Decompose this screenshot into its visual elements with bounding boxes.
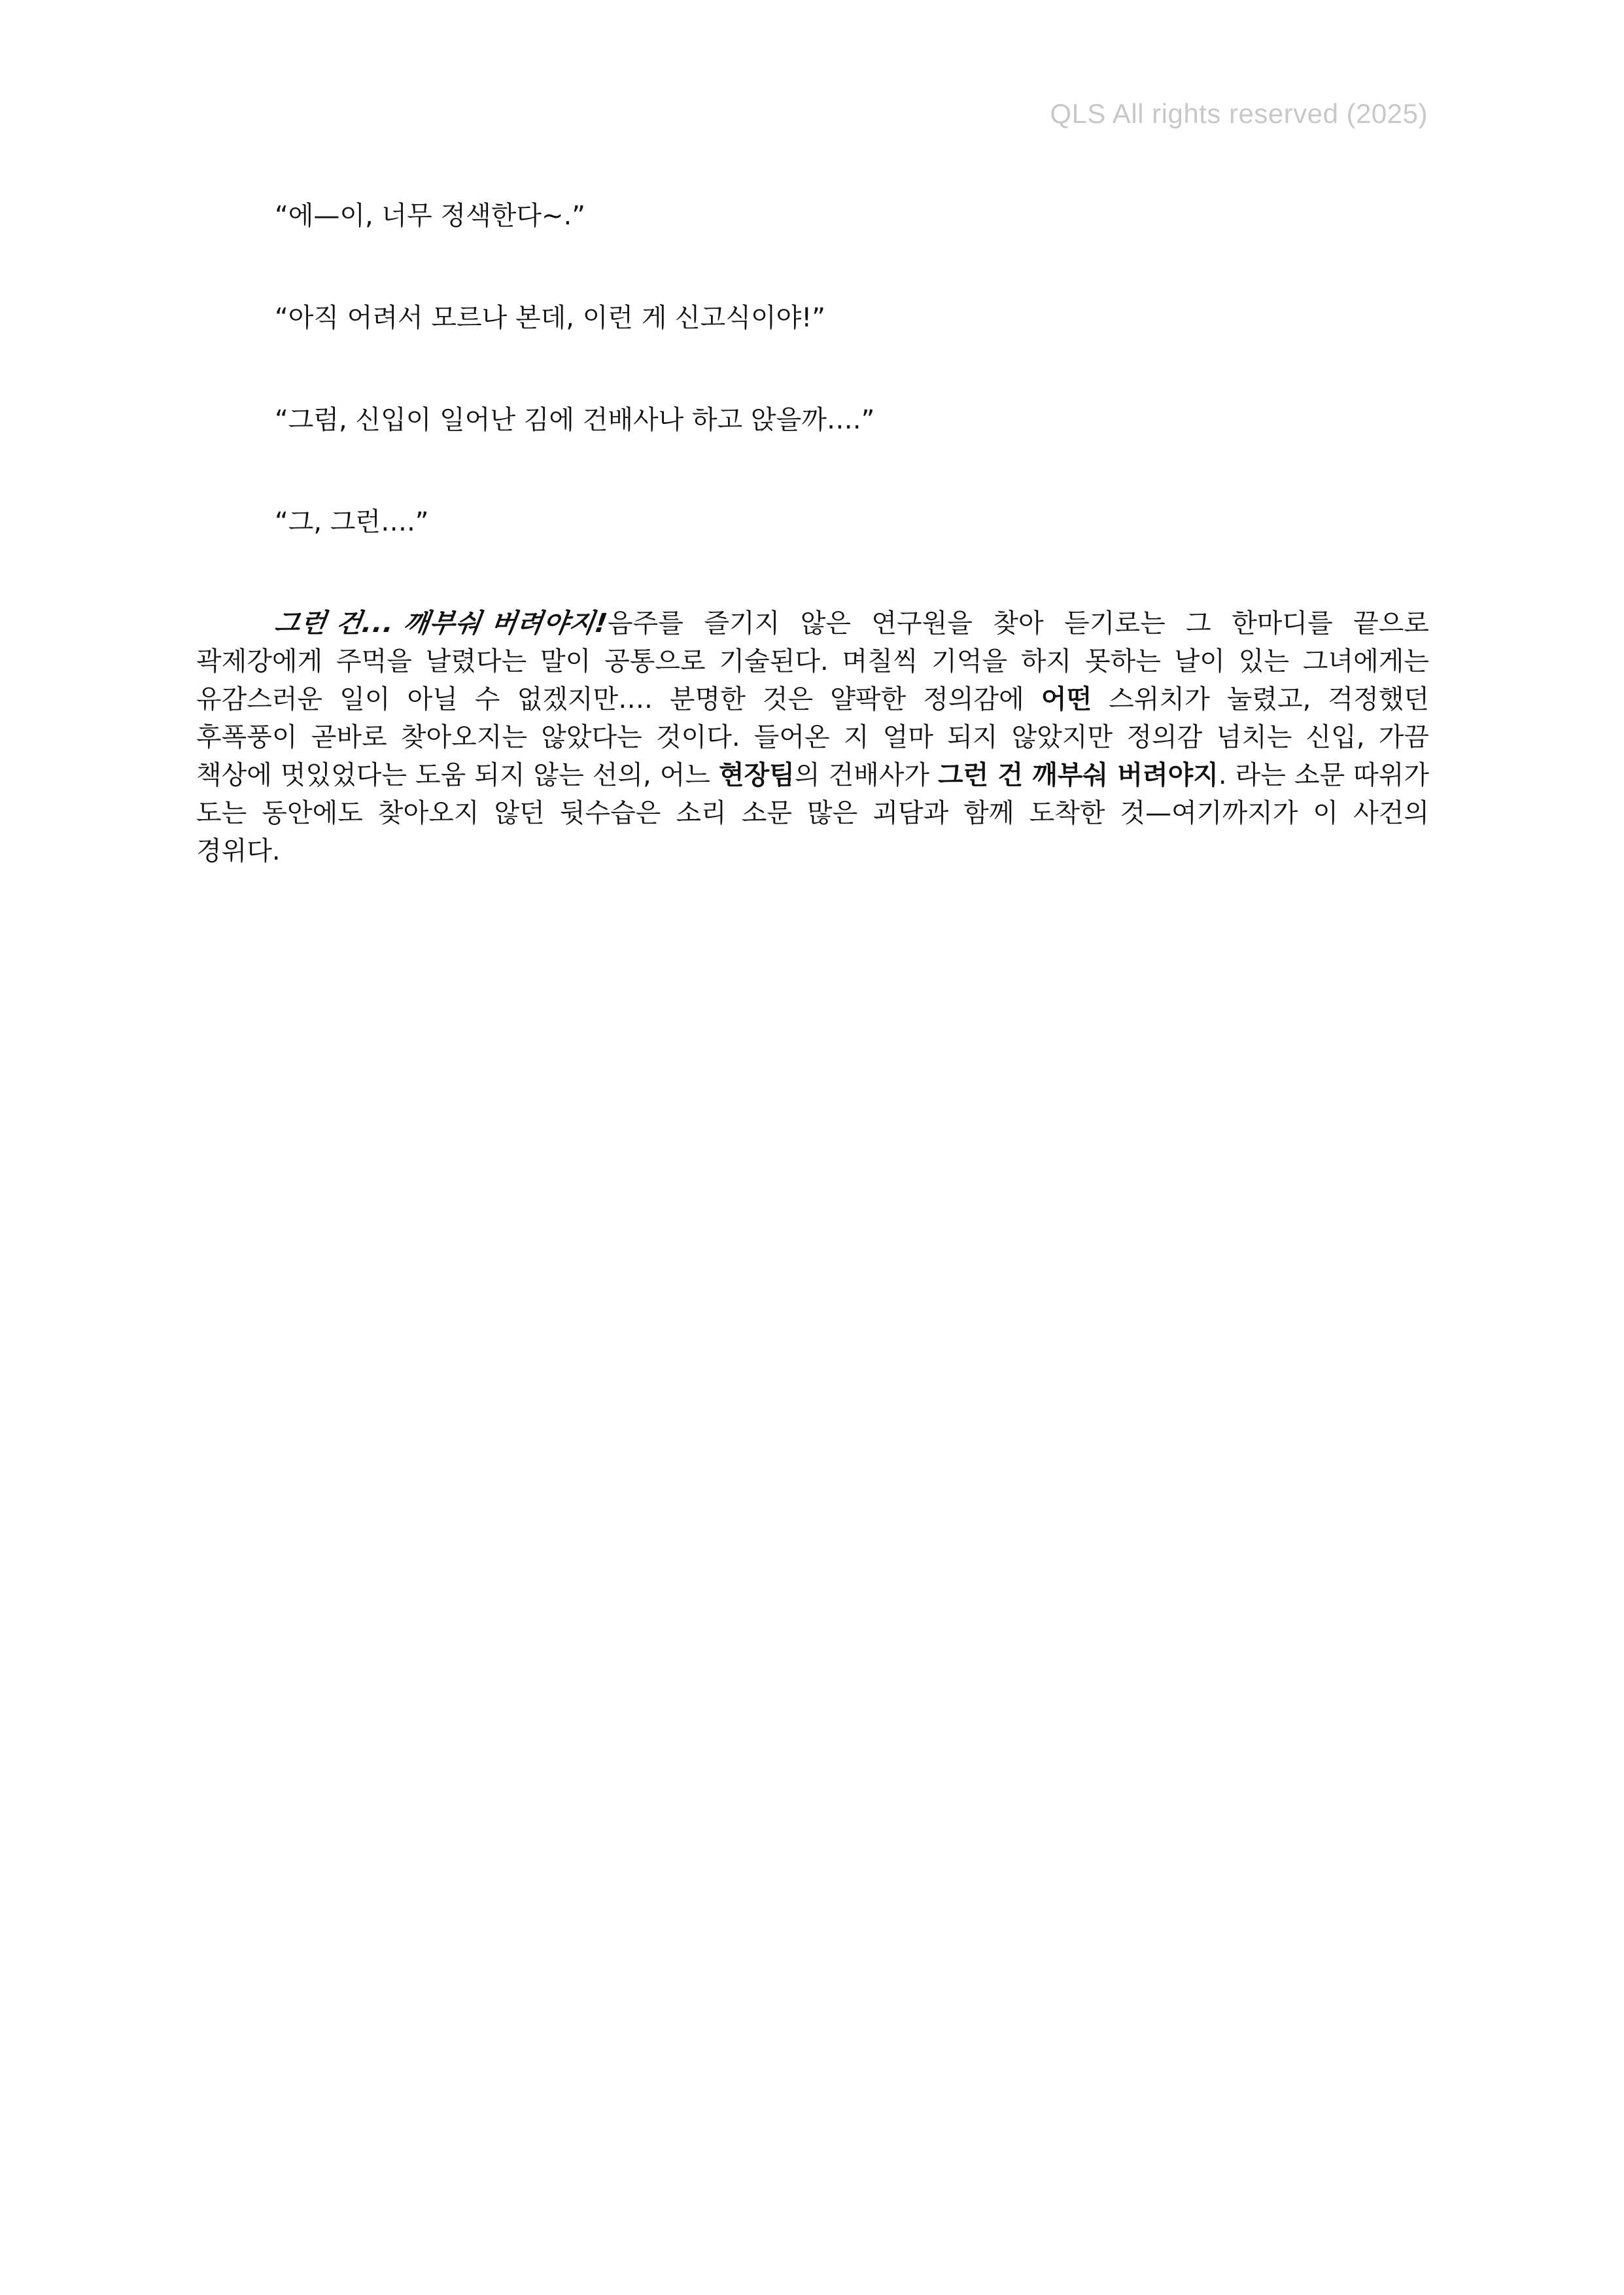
dialogue-line-4: “그, 그런….”	[275, 507, 429, 537]
narration-text-3: 의 건배사가	[794, 760, 938, 790]
dialogue-line-1: “에—이, 너무 정색한다~.”	[275, 201, 585, 231]
narration-text-1: 음주를 즐기지 않은 연구원을 찾아 듣기로는 그 한마디를 끝으로 곽제강에게 주먹을 날렸다는 말이 공통으로 기술된다. 며칠씩 기억을 하지 못하는 날이 있는 그녀에게는 유감스러운 일이 아닐 수 없겠지만…. 분명한 것은 얄팍한 정의감에	[196, 608, 1429, 714]
narration-text-4: . 라는 소문 따위가 도는 동안에도 찾아오지 않던 뒷수습은 소리 소문 많은 괴담과 함께 도착한 것—여기까지가 이 사건의 경위다.	[196, 760, 1429, 866]
dialogue-line-2: “아직 어려서 모르나 본데, 이런 게 신고식이야!”	[275, 303, 826, 333]
narration-text-2: 스위치가 눌렸고, 걱정했던 후폭풍이 곧바로 찾아오지는 않았다는 것이다. 들어온 지 얼마 되지 않았지만 정의감 넘치는 신입, 가끔 책상에 멋있었다는 도움 되지 않는 선의, 어느	[196, 684, 1429, 790]
emphasis-text-1: 어떤	[1041, 684, 1092, 714]
emphasis-text-2: 현장팀	[718, 760, 795, 790]
shout-text: 그런 건... 깨부숴 버려야지!	[272, 608, 610, 639]
copyright-notice: QLS All rights reserved (2025)	[1050, 98, 1428, 129]
emphasis-text-3: 그런 건 깨부숴 버려야지	[938, 760, 1218, 790]
document-body	[196, 196, 1429, 870]
dialogue-line-3: “그럼, 신입이 일어난 김에 건배사나 하고 앉을까….”	[275, 405, 875, 435]
narration-paragraph	[196, 604, 1429, 870]
